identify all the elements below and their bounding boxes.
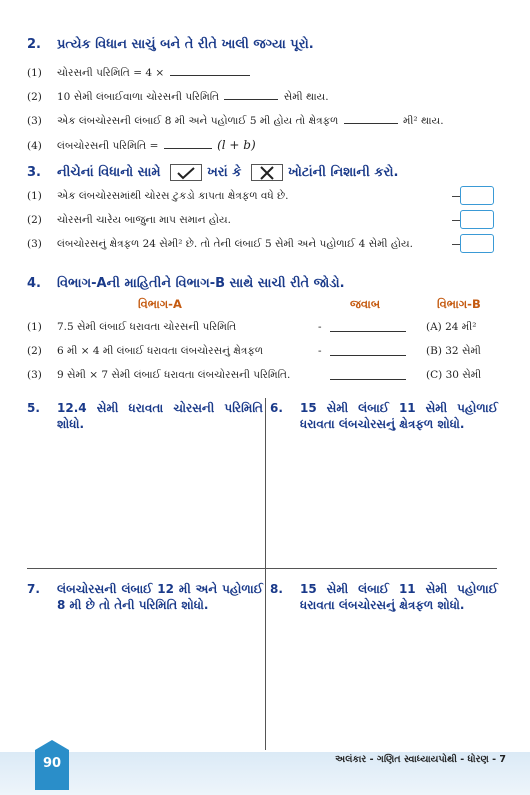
q2-item-1 [27,66,252,80]
vertical-divider [265,398,266,750]
item-number: (2) [27,214,42,226]
problem-text: 12.4 સેમી ધરાવતા ચોરસની પરિમિતિ શોધો. [57,401,263,431]
q2-title: પ્રત્યેક વિધાન સાચું બને તે રીતે ખાલી જગ્યા પૂરો. [57,37,314,52]
item-text: ચોરસની ચારેય બાજુના માપ સમાન હોય. [57,214,231,226]
q4-number: 4. [27,276,41,291]
item-text: લંબચોરસનું ક્ષેત્રફળ 24 સેમી² છે. તો તેની લંબાઈ 5 સેમી અને પહોળાઈ 4 સેમી હોય. [57,238,413,250]
q2-item-4 [27,138,256,153]
item-number: (1) [27,67,42,79]
cross-mark-icon [251,164,283,181]
item-text: 6 મી × 4 મી લંબાઈ ધરાવતા લંબચોરસનું ક્ષેત્રફળ [57,345,264,357]
problem-text: લંબચોરસની લંબાઈ 12 મી અને પહોળાઈ 8 મી છે તો તેની પરિમિતિ શોધો. [57,582,263,612]
problem-text: 15 સેમી લંબાઈ 11 સેમી પહોળાઈ ધરાવતા લંબચોરસનું ક્ષેત્રફળ શોધો. [300,401,498,431]
q2-heading [27,37,314,52]
item-text-after: મી² થાય. [403,115,444,127]
match-dash: - [318,345,322,357]
item-text-after: સેમી થાય. [283,91,329,103]
item-number: (2) [27,91,42,103]
match-answer-blank[interactable] [330,379,406,380]
problem-number: 6. [270,401,283,415]
page-number: 90 [42,756,62,771]
item-text: લંબચોરસની પરિમિતિ = [57,140,159,152]
item-text: 10 સેમી લંબાઈવાળા ચોરસની પરિમિતિ [57,91,220,103]
problem-number: 5. [27,401,40,415]
q3-title-b: ખરાં કે [207,165,242,180]
q3-title-a: નીચેનાં વિધાનો સામે [57,165,161,180]
item-text: એક લંબચોરસમાંથી ચોરસ ટુકડો કાપતા ક્ષેત્રફળ વધે છે. [57,190,289,202]
item-number: (1) [27,190,42,202]
q4-title: વિભાગ-Aની માહિતીને વિભાગ-B સાથે સાચી રીતે જોડો. [57,276,345,291]
column-a-header: વિભાગ-A [138,297,182,311]
item-number: (2) [27,345,42,357]
answer-column-header: જવાબ [350,297,381,311]
item-number: (3) [27,115,42,127]
match-option: (C) 30 સેમી [426,369,482,381]
answer-blank[interactable] [170,66,250,76]
horizontal-divider [27,568,497,569]
page-number-badge [35,750,69,790]
q3-item-3 [27,238,413,251]
answer-dash [452,220,460,221]
item-number: (3) [27,238,42,250]
q2-item-2 [27,90,329,104]
q3-number: 3. [27,165,41,180]
answer-dash [452,196,460,197]
answer-box[interactable] [460,234,494,253]
answer-blank[interactable] [164,139,212,149]
item-number: (1) [27,321,42,333]
problem-number: 7. [27,582,40,596]
answer-box[interactable] [460,210,494,229]
column-b-header: વિભાગ-B [437,297,481,311]
item-text: ચોરસની પરિમિતિ = 4 × [57,67,165,79]
footer-title: અલંકાર - ગણિત સ્વાધ્યાયપોથી - ધોરણ - 7 [335,754,506,765]
item-text: 9 સેમી × 7 સેમી લંબાઈ ધરાવતા લંબચોરસની પરિમિતિ. [57,369,291,381]
problem-text: 15 સેમી લંબાઈ 11 સેમી પહોળાઈ ધરાવતા લંબચોરસનું ક્ષેત્રફળ શોધો. [300,582,498,612]
item-number: (4) [27,140,42,152]
q2-number: 2. [27,37,41,52]
answer-dash [452,244,460,245]
match-option: (A) 24 મી² [426,321,477,333]
q3-item-1 [27,190,289,203]
item-text: 7.5 સેમી લંબાઈ ધરાવતા ચોરસની પરિમિતિ [57,321,237,333]
match-row-3 [27,369,290,382]
match-answer-blank[interactable] [330,331,406,332]
match-dash: - [318,321,322,333]
match-row-2 [27,345,263,358]
match-row-1 [27,321,236,334]
answer-box[interactable] [460,186,494,205]
item-text-after: (𝑙 + 𝑏) [217,138,256,152]
item-number: (3) [27,369,42,381]
q3-item-2 [27,214,231,227]
q3-title-c: ખોટાંની નિશાની કરો. [287,165,399,180]
match-answer-blank[interactable] [330,355,406,356]
check-mark-icon [170,164,202,181]
answer-blank[interactable] [224,90,278,100]
problem-number: 8. [270,582,283,596]
answer-blank[interactable] [344,114,398,124]
q3-heading [27,164,398,181]
match-option: (B) 32 સેમી [426,345,481,357]
item-text: એક લંબચોરસની લંબાઈ 8 મી અને પહોળાઈ 5 મી હોય તો ક્ષેત્રફળ [57,115,339,127]
q4-heading [27,276,345,291]
q2-item-3 [27,114,444,128]
